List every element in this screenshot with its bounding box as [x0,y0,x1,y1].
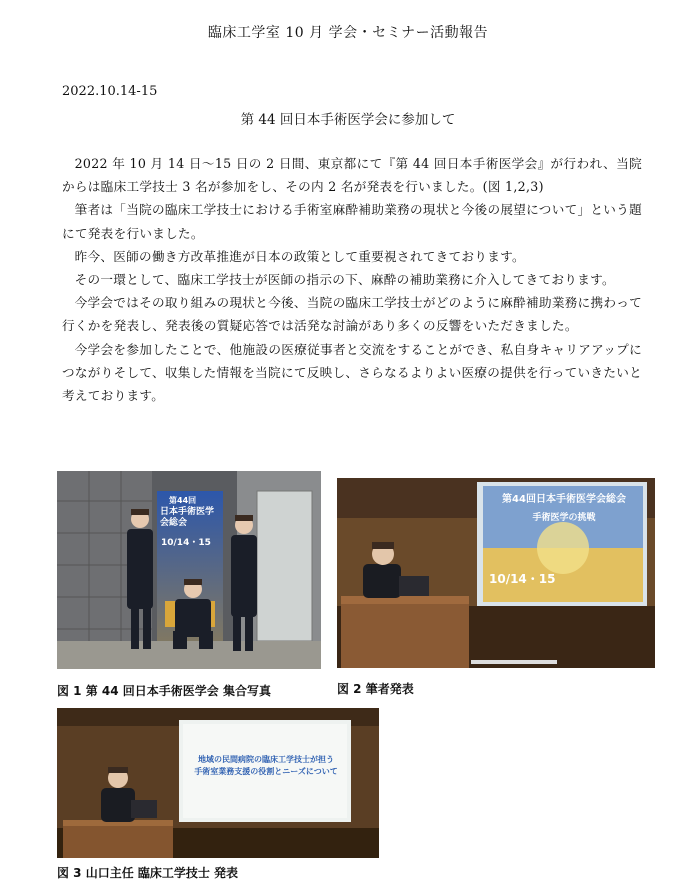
paragraph: その一環として、臨床工学技士が医師の指示の下、麻酔の補助業務に介入してきております。 [74,272,615,288]
figure-3-photo [57,708,379,858]
article-title: 第 44 回日本手術医学会に参加して [240,112,456,128]
screen-line-2: 手術室業務支援の役割とニーズについて [194,767,338,776]
event-date: 2022.10.14-15 [62,84,158,99]
screen-line-1: 地域の民間病院の臨床工学技士が担う [198,755,334,764]
paragraph: 筆者は「当院の臨床工学技士における手術室麻酔補助業務の現状と今後の展望について」という題にて発表を行いました。 [62,202,642,241]
screen-date: 10/14・15 [489,572,556,586]
figure-1-caption: 図 1 第 44 回日本手術医学会 集合写真 [57,684,271,698]
article-body [62,152,642,407]
paragraph: 2022 年 10 月 14 日～15 日の 2 日間、東京都にて『第 44 回日本手術医学会』が行われ、当院からは臨床工学技士 3 名が参加をし、その内 2 名が発表を行いました。(図 1,2,3) [62,156,642,195]
poster-title: 日本手術医学会総会 [160,507,215,528]
figure-3-caption: 図 3 山口主任 臨床工学技士 発表 [57,866,239,880]
screen-subtitle: 手術医学の挑戦 [532,513,596,523]
paragraph: 今学会ではその取り組みの現状と今後、当院の臨床工学技士がどのように麻酔補助業務に携わって行くかを発表し、発表後の質疑応答では活発な討論があり多くの反響をいただきました。 [62,295,642,334]
figure-2-caption: 図 2 筆者発表 [337,682,414,696]
paragraph: 今学会を参加したことで、他施設の医療従事者と交流をすることができ、私自身キャリアアップにつながりそして、収集した情報を当院にて反映し、さらなるよりよい医療の提供を行っていきたいと考えております。 [62,341,642,404]
figure-2-photo [337,478,655,668]
poster-badge: 第44回 [169,496,197,505]
screen-title: 第44回日本手術医学会総会 [502,494,626,505]
poster-date: 10/14・15 [161,538,211,548]
report-title: 臨床工学室 10 月 学会・セミナー活動報告 [207,25,489,41]
figure-1-photo [57,471,321,669]
paragraph: 昨今、医師の働き方改革推進が日本の政策として重要視されてきております。 [74,248,525,264]
